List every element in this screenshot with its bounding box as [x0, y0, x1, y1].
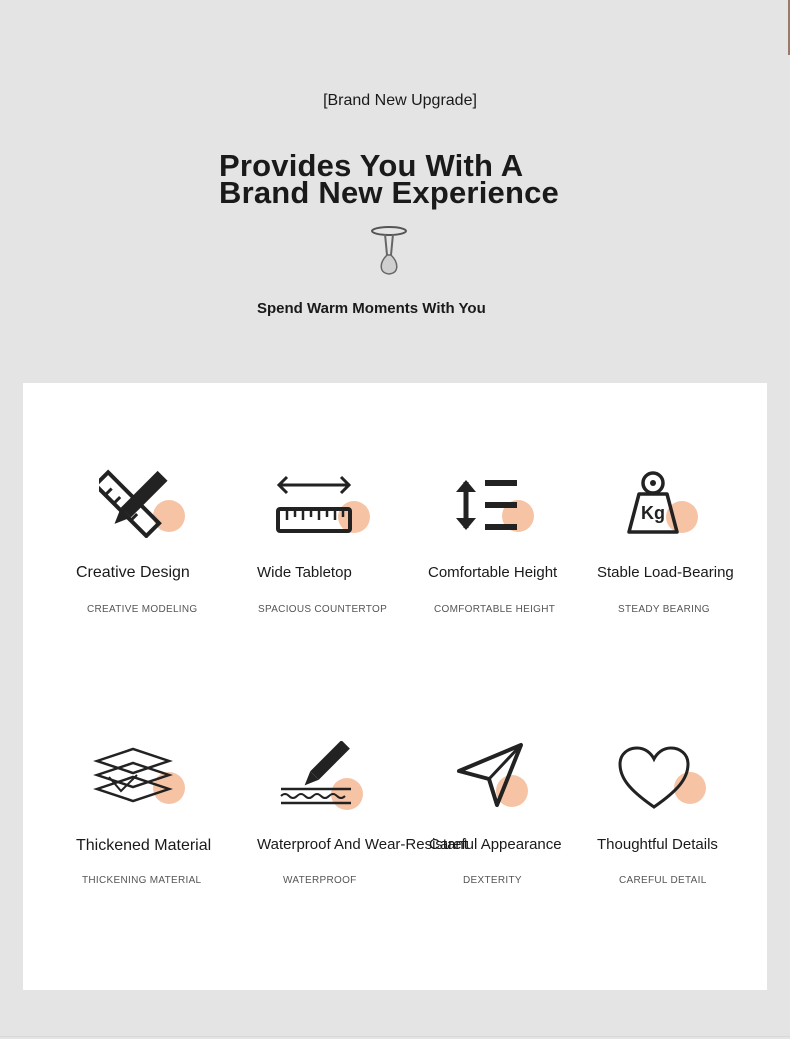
headline-line-2: Brand New Experience [219, 175, 559, 210]
headline-line-1: Provides You With A [219, 148, 524, 183]
feature-caption: THICKENING MATERIAL [82, 875, 202, 886]
feature-caption: STEADY BEARING [618, 604, 710, 615]
features-card [23, 383, 767, 990]
feature-title: Waterproof And Wear-Resistant [257, 836, 468, 853]
feature-caption: DEXTERITY [463, 875, 522, 886]
feature-title: Careful Appearance [429, 836, 562, 853]
upgrade-tag: [Brand New Upgrade] [323, 92, 477, 109]
svg-text:Kg: Kg [641, 503, 665, 523]
feature-caption: SPACIOUS COUNTERTOP [258, 604, 388, 615]
subtitle: Spend Warm Moments With You [257, 300, 486, 317]
table-logo-icon [369, 225, 409, 282]
height-arrows-icon [453, 476, 519, 539]
feature-caption: COMFORTABLE HEIGHT [434, 604, 556, 615]
feature-title: Thickened Material [76, 837, 212, 854]
kg-weight-icon [625, 470, 683, 541]
feature-title: Wide Tabletop [257, 564, 352, 581]
pencil-ruler-icon [99, 466, 171, 543]
feature-title: Creative Design [76, 564, 190, 581]
feature-caption: CREATIVE MODELING [87, 604, 198, 615]
ruler-width-icon [275, 473, 355, 540]
feature-caption: CAREFUL DETAIL [619, 875, 707, 886]
feature-title: Thoughtful Details [597, 836, 718, 853]
page-headline [219, 148, 559, 210]
layers-icon [93, 745, 173, 814]
pen-water-icon [279, 741, 353, 812]
heart-icon [617, 745, 691, 816]
paper-plane-icon [455, 741, 525, 814]
feature-title: Comfortable Height [428, 564, 558, 581]
feature-caption: WATERPROOF [283, 875, 357, 886]
bottom-divider [0, 1036, 790, 1037]
feature-title: Stable Load-Bearing [597, 564, 734, 581]
